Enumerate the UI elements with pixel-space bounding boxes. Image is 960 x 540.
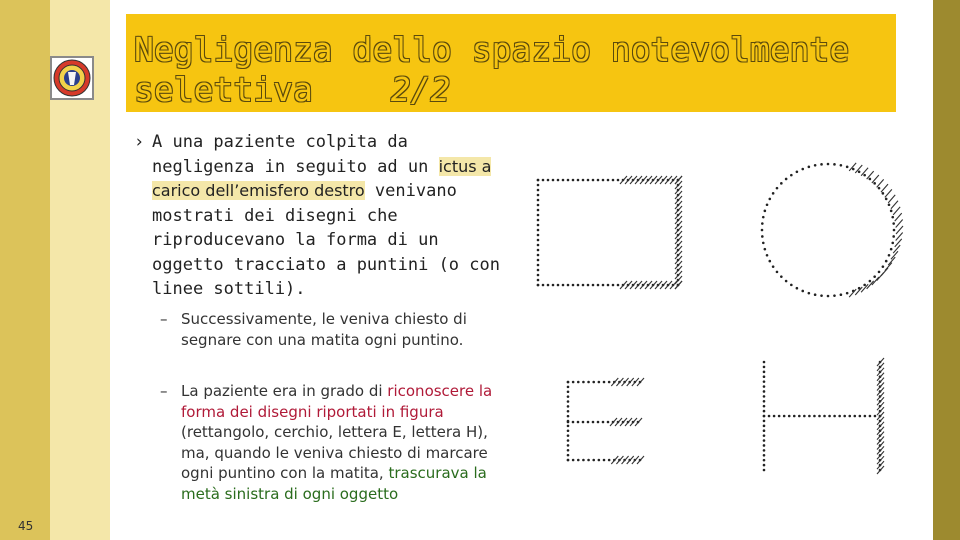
- figure-dot: [537, 279, 540, 282]
- figure-dot: [567, 415, 570, 418]
- pencil-mark: [877, 179, 884, 187]
- figure-dot: [567, 459, 570, 462]
- figure-dot: [598, 381, 601, 384]
- figure-dot: [858, 170, 861, 173]
- figure-dot: [823, 415, 826, 418]
- figure-dot: [764, 248, 767, 251]
- figure-dot: [763, 454, 766, 457]
- neglect-figures: [520, 140, 930, 500]
- figure-dot: [567, 410, 570, 413]
- pencil-mark: [895, 213, 902, 221]
- figure-dot: [582, 459, 585, 462]
- right-sidebar: [933, 0, 960, 540]
- figure-dot: [863, 174, 866, 177]
- figure-dot: [859, 415, 862, 418]
- figure-dot: [617, 179, 620, 182]
- sub2-text-part1: La paziente era in grado di: [181, 382, 388, 400]
- figure-dot: [788, 415, 791, 418]
- figure-dot: [603, 381, 606, 384]
- figure-dot: [888, 254, 891, 257]
- figure-dot: [572, 284, 575, 287]
- figure-dot: [780, 182, 783, 185]
- figure-dot: [790, 174, 793, 177]
- figure-dot: [567, 179, 570, 182]
- figure-dot: [893, 229, 896, 232]
- figure-dot: [843, 415, 846, 418]
- figure-dot: [796, 170, 799, 173]
- figure-dot: [537, 204, 540, 207]
- figure-dot: [814, 293, 817, 296]
- figure-dot: [776, 187, 779, 190]
- figure-dot: [785, 280, 788, 283]
- figure-dot: [828, 415, 831, 418]
- figure-dot: [773, 415, 776, 418]
- bullet-text: [152, 130, 514, 302]
- figure-dot: [763, 390, 766, 393]
- figure-dot: [768, 415, 771, 418]
- figure-dot: [869, 280, 872, 283]
- figure-dot: [537, 229, 540, 232]
- figure-dot: [597, 179, 600, 182]
- figure-dot: [801, 168, 804, 171]
- figure-dot: [762, 216, 765, 219]
- figure-dot: [820, 163, 823, 166]
- figure-letter-h: [763, 358, 884, 474]
- figure-dot: [537, 219, 540, 222]
- figure-dot: [577, 421, 580, 424]
- figure-dot: [592, 459, 595, 462]
- figure-dot: [567, 395, 570, 398]
- figure-dot: [768, 260, 771, 263]
- figure-dot: [848, 415, 851, 418]
- figure-dot: [761, 235, 764, 238]
- figure-dot: [891, 216, 894, 219]
- figure-dot: [587, 421, 590, 424]
- university-seal-icon: [50, 56, 94, 100]
- figure-dot: [840, 164, 843, 167]
- figure-dot: [587, 179, 590, 182]
- sub2-highlight-green: trascurava la metà sinistra di ogni oggetto: [181, 464, 487, 503]
- figure-dot: [853, 415, 856, 418]
- figure-dot: [763, 444, 766, 447]
- figure-dot: [607, 421, 610, 424]
- figure-dot: [763, 371, 766, 374]
- figure-dot: [567, 449, 570, 452]
- figure-dot: [537, 274, 540, 277]
- figure-dot: [785, 178, 788, 181]
- figure-dot: [612, 284, 615, 287]
- figure-dot: [617, 284, 620, 287]
- figure-dot: [607, 284, 610, 287]
- page-title: [134, 30, 874, 110]
- figure-dot: [763, 405, 766, 408]
- figure-dot: [888, 203, 891, 206]
- figure-dot: [885, 260, 888, 263]
- figure-dot: [827, 295, 830, 298]
- figure-dot: [882, 265, 885, 268]
- figure-dot: [840, 293, 843, 296]
- figure-dot: [818, 415, 821, 418]
- figure-dot: [602, 421, 605, 424]
- figure-dot: [763, 385, 766, 388]
- figure-dot: [537, 249, 540, 252]
- figure-dot: [567, 420, 570, 423]
- figure-dot: [763, 425, 766, 428]
- figure-dot: [873, 182, 876, 185]
- figure-dot: [878, 187, 881, 190]
- pencil-mark: [891, 201, 898, 209]
- figure-dot: [882, 192, 885, 195]
- figure-dot: [542, 284, 545, 287]
- figure-dot: [892, 235, 895, 238]
- figure-dot: [813, 415, 816, 418]
- bullet-marker: ›: [134, 132, 145, 152]
- figure-dot: [803, 415, 806, 418]
- figure-dot: [890, 210, 893, 213]
- figure-dot: [846, 166, 849, 169]
- figure-dot: [567, 439, 570, 442]
- figure-dot: [763, 434, 766, 437]
- figure-dot: [863, 284, 866, 287]
- figure-dot: [763, 415, 766, 418]
- figure-dot: [582, 381, 585, 384]
- figure-dot: [552, 179, 555, 182]
- sub-bullet-2-text: [181, 381, 500, 504]
- figure-dot: [778, 415, 781, 418]
- figure-dot: [537, 194, 540, 197]
- figure-dot: [814, 164, 817, 167]
- figure-dot: [763, 366, 766, 369]
- figure-dot: [873, 275, 876, 278]
- figure-dot: [567, 284, 570, 287]
- figure-dot: [846, 292, 849, 295]
- figure-dot: [592, 381, 595, 384]
- figure-dot: [582, 421, 585, 424]
- figure-dot: [764, 210, 767, 213]
- figure-dot: [878, 271, 881, 274]
- figure-dot: [537, 179, 540, 182]
- pencil-mark: [881, 184, 888, 192]
- figure-dot: [567, 429, 570, 432]
- pencil-mark: [885, 189, 892, 197]
- figure-dot: [572, 179, 575, 182]
- figure-dot: [608, 459, 611, 462]
- figure-dot: [796, 287, 799, 290]
- figure-dot: [567, 400, 570, 403]
- figure-dot: [572, 421, 575, 424]
- pencil-mark: [872, 175, 879, 183]
- bullet-text-part1: A una paziente colpita da negligenza in seguito ad un: [152, 132, 439, 177]
- figure-dot: [577, 284, 580, 287]
- figure-dot: [547, 179, 550, 182]
- figure-dot: [768, 198, 771, 201]
- figure-dot: [537, 234, 540, 237]
- figure-dot: [547, 284, 550, 287]
- figure-dot: [808, 415, 811, 418]
- figure-dot: [537, 284, 540, 287]
- figure-dot: [763, 459, 766, 462]
- figure-dot: [763, 429, 766, 432]
- figure-circle: [761, 163, 903, 298]
- figure-dot: [874, 415, 877, 418]
- figure-dot: [763, 420, 766, 423]
- figure-dot: [833, 415, 836, 418]
- figure-dot: [607, 179, 610, 182]
- figure-dot: [587, 284, 590, 287]
- figure-letter-e: [567, 378, 644, 464]
- figure-dot: [869, 178, 872, 181]
- sub-bullet-marker: –: [160, 310, 168, 328]
- sub-bullet-marker: –: [160, 382, 168, 400]
- title-line1: Negligenza dello spazio notevolmente: [134, 30, 850, 69]
- figure-dot: [537, 209, 540, 212]
- sub-bullet-1-text: Successivamente, le veniva chiesto di segnare con una matita ogni puntino.: [181, 310, 467, 349]
- figure-dot: [537, 264, 540, 267]
- sub2-highlight-red: riconoscere la forma dei disegni riportati in figura: [181, 382, 493, 421]
- figure-dot: [597, 284, 600, 287]
- figure-dot: [763, 410, 766, 413]
- figure-dot: [783, 415, 786, 418]
- figure-dot: [603, 459, 606, 462]
- figure-dot: [790, 284, 793, 287]
- bullet-highlight: ictus a carico dell’emisfero destro: [152, 156, 492, 200]
- pencil-mark: [896, 220, 903, 228]
- figure-dot: [537, 254, 540, 257]
- figure-dot: [572, 381, 575, 384]
- figure-dot: [567, 444, 570, 447]
- figure-dot: [763, 469, 766, 472]
- figure-dot: [587, 459, 590, 462]
- figure-dot: [537, 184, 540, 187]
- figure-dot: [537, 239, 540, 242]
- figure-dot: [592, 284, 595, 287]
- figure-dot: [567, 454, 570, 457]
- figure-dot: [772, 192, 775, 195]
- figure-dot: [820, 294, 823, 297]
- figure-dot: [766, 203, 769, 206]
- bullet-text-part2: venivano mostrati dei disegni che riproducevano la forma di un oggetto tracciato a puntini (o con linee sottili).: [152, 181, 500, 299]
- figure-rectangle: [537, 176, 682, 289]
- figure-dot: [612, 179, 615, 182]
- figure-dot: [557, 284, 560, 287]
- figure-dot: [567, 381, 570, 384]
- figure-dot: [761, 229, 764, 232]
- figure-dot: [808, 166, 811, 169]
- figure-dot: [762, 242, 765, 245]
- figure-dot: [562, 179, 565, 182]
- figure-dot: [552, 284, 555, 287]
- figure-dot: [885, 198, 888, 201]
- figure-dot: [537, 244, 540, 247]
- figure-dot: [892, 222, 895, 225]
- figure-dot: [827, 163, 830, 166]
- figure-dot: [833, 294, 836, 297]
- figure-dot: [597, 421, 600, 424]
- figure-dot: [808, 292, 811, 295]
- figure-dot: [567, 425, 570, 428]
- figure-dot: [780, 275, 783, 278]
- figure-dot: [763, 395, 766, 398]
- figure-dot: [567, 390, 570, 393]
- figure-dot: [852, 168, 855, 171]
- figure-dot: [582, 179, 585, 182]
- figure-dot: [761, 222, 764, 225]
- figure-dot: [864, 415, 867, 418]
- figure-dot: [766, 254, 769, 257]
- figure-dot: [537, 224, 540, 227]
- figure-dot: [537, 199, 540, 202]
- sub-bullet-1: [160, 309, 500, 350]
- figure-dot: [577, 179, 580, 182]
- figure-dot: [537, 214, 540, 217]
- figure-dot: [567, 405, 570, 408]
- figure-dot: [542, 179, 545, 182]
- figure-dot: [833, 163, 836, 166]
- pencil-mark: [893, 207, 900, 215]
- figure-dot: [592, 179, 595, 182]
- figure-dot: [776, 271, 779, 274]
- figure-dot: [602, 284, 605, 287]
- figure-dot: [537, 259, 540, 262]
- sub2-text-part2: (rettangolo, cerchio, lettera E, lettera H), ma, quando le veniva chiesto di marcare ogni puntino con la matita,: [181, 423, 488, 482]
- figure-dot: [763, 375, 766, 378]
- figure-dot: [763, 464, 766, 467]
- figure-dot: [557, 179, 560, 182]
- figure-dot: [598, 459, 601, 462]
- figure-dot: [869, 415, 872, 418]
- figure-dot: [772, 265, 775, 268]
- figure-dot: [763, 439, 766, 442]
- figure-dot: [587, 381, 590, 384]
- figure-dot: [801, 290, 804, 293]
- main-bullet: [134, 130, 514, 302]
- figure-dot: [567, 434, 570, 437]
- figure-dot: [793, 415, 796, 418]
- figure-dot: [567, 386, 570, 389]
- figure-dot: [763, 380, 766, 383]
- figure-dot: [891, 242, 894, 245]
- figure-dot: [608, 381, 611, 384]
- figure-dot: [537, 189, 540, 192]
- figure-dot: [602, 179, 605, 182]
- title-page-indicator: 2/2: [390, 70, 451, 109]
- figure-dot: [537, 269, 540, 272]
- figure-dot: [798, 415, 801, 418]
- figure-dot: [577, 381, 580, 384]
- pencil-mark: [877, 273, 884, 281]
- figure-dot: [763, 361, 766, 364]
- page-number: 45: [18, 519, 34, 533]
- figure-dot: [577, 459, 580, 462]
- title-line2: selettiva: [134, 70, 313, 109]
- sub-bullet-2: [160, 381, 500, 504]
- figure-dot: [763, 449, 766, 452]
- pencil-mark: [888, 195, 895, 203]
- figure-dot: [572, 459, 575, 462]
- figure-dot: [582, 284, 585, 287]
- figure-dot: [890, 248, 893, 251]
- figure-dot: [763, 400, 766, 403]
- figure-dot: [592, 421, 595, 424]
- figure-dot: [562, 284, 565, 287]
- figure-dot: [838, 415, 841, 418]
